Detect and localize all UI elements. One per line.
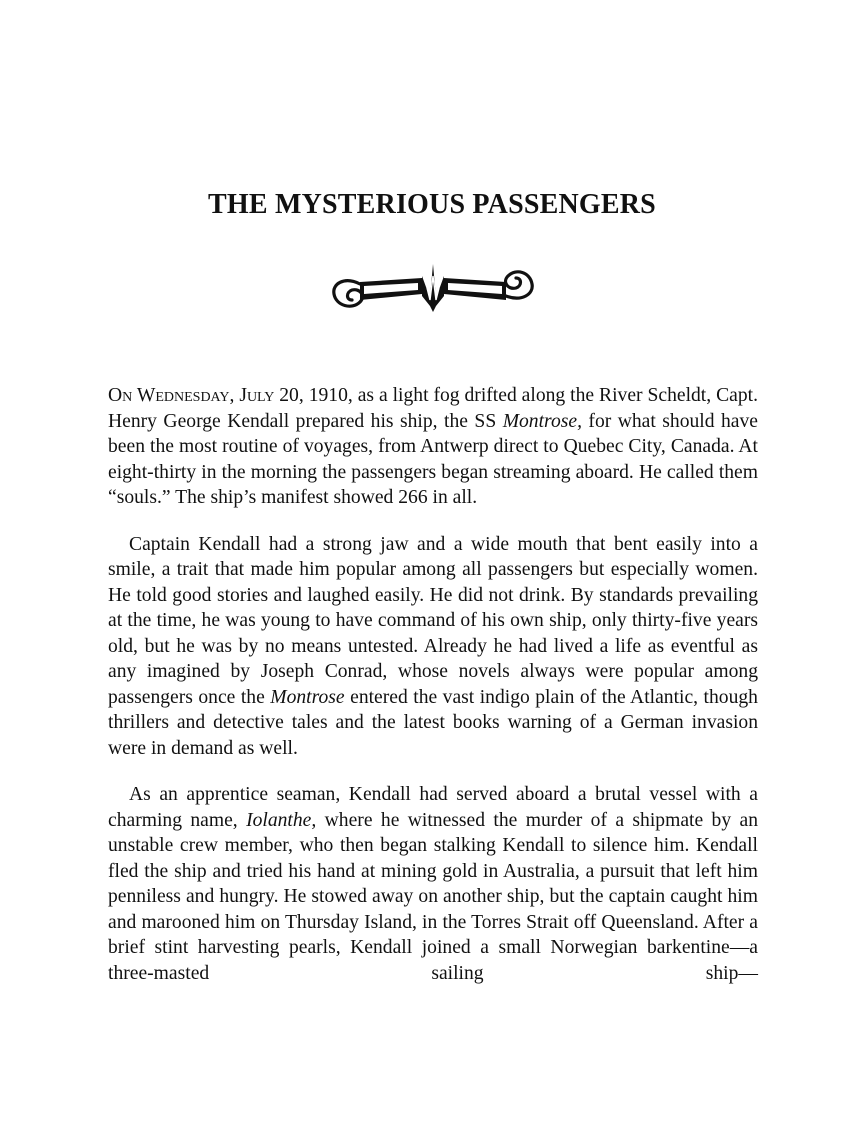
paragraph-1	[108, 383, 758, 511]
smallcaps-lead: On Wednesday, July	[108, 385, 275, 406]
text-segment: where he witnessed the murder of a shipmate by an unstable crew member, who then began stalking Kendall to silence him. Kendall fled the ship and tried his hand at mining gold in Australia, a pursuit that left him penniless and hungry. He stowed away on another ship, but the captain caught him and marooned him on Thursday Island, in the Torres Strait off Queensland. After a brief stint harvesting pearls, Kendall joined a small Norwegian barkentine—a three-masted sailing ship—	[108, 809, 759, 984]
ship-name-italic: Montrose	[270, 686, 345, 708]
chapter-title: THE MYSTERIOUS PASSENGERS	[208, 189, 656, 220]
paragraph-3	[108, 782, 758, 986]
paragraph-2	[108, 532, 758, 762]
text-segment: entered the vast indigo plain of the Atlantic, though thrillers and detective tales and the latest books warning of a German invasion were in demand as well.	[108, 686, 758, 759]
text-segment: As an apprentice seaman, Kendall had served aboard a brutal vessel with a charming name,	[108, 784, 758, 831]
text-segment: for what should have been the most routine of voyages, from Antwerp direct to Quebec City, Canada. At eight-thirty in the morning the passengers began streaming aboard. He called them “souls.” The ship’s manifest showed 266 in all.	[108, 410, 758, 508]
body-text	[108, 383, 758, 986]
text-segment: Captain Kendall had a strong jaw and a wide mouth that bent easily into a smile, a trait that made him popular among all passengers but especially women. He told good stories and laughed easily. He did not drink. By standards prevailing at the time, he was young to have command of his own ship, only thirty-five years old, but he was by no means untested. Already he had lived a life as eventful as any imagined by Joseph Conrad, whose novels always were popular among passengers once the	[108, 533, 758, 708]
ship-name-italic: Montrose,	[502, 410, 582, 432]
ship-name-italic: Iolanthe,	[246, 809, 317, 831]
scroll-flourish-divider-icon	[330, 262, 536, 314]
text-segment: 20, 1910, as a light fog drifted along the River Scheldt, Capt. Henry George Kendall prepared his ship, the SS	[108, 385, 758, 432]
